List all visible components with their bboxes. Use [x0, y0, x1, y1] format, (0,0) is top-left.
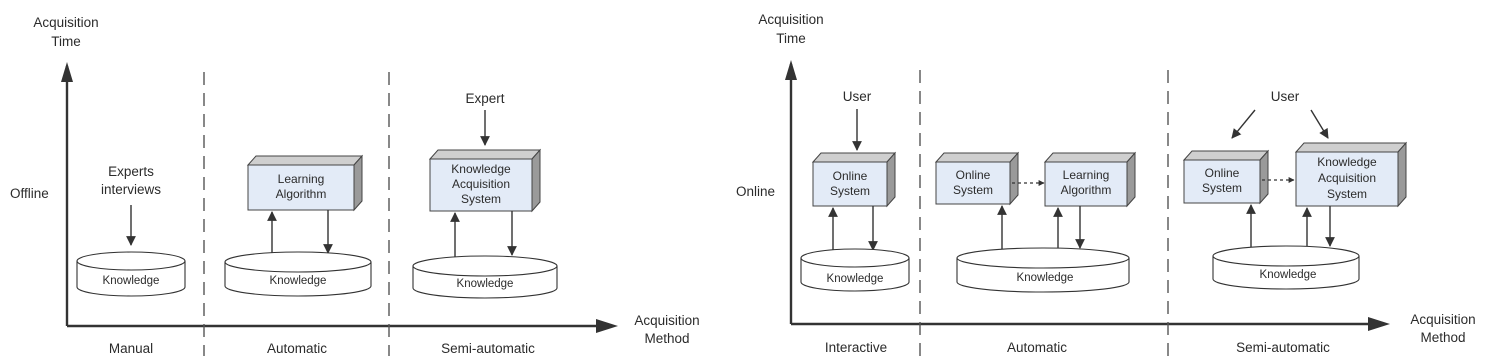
- online-system-label-line1: Online: [1204, 166, 1240, 180]
- left-row-label: Offline: [10, 186, 49, 201]
- learning-algorithm-label-line2: Algorithm: [1060, 183, 1112, 197]
- left-x-axis-label-line2: Method: [644, 331, 690, 346]
- experts-label-line1: Experts: [108, 164, 154, 179]
- online-system-label-line1: Online: [832, 169, 868, 183]
- kas-label-line2: Acquisition: [451, 177, 511, 191]
- knowledge-store-label: Knowledge: [1016, 272, 1074, 284]
- learning-algorithm-box: [248, 156, 362, 210]
- left-panel: [10, 15, 700, 356]
- kas-label-line2: Acquisition: [1317, 171, 1377, 185]
- knowledge-store-label: Knowledge: [102, 275, 160, 287]
- user-to-online-system-arrow: [1232, 110, 1255, 138]
- learning-algorithm-label-line1: Learning: [277, 172, 325, 186]
- left-column-manual: Manual: [108, 341, 154, 356]
- right-x-axis-arrowhead: [1368, 317, 1390, 331]
- knowledge-acquisition-system-box: [430, 150, 540, 211]
- knowledge-store-label: Knowledge: [1259, 269, 1317, 281]
- knowledge-store-label: Knowledge: [826, 273, 884, 285]
- right-column-automatic: Automatic: [1006, 340, 1068, 355]
- kas-label-line3: System: [1326, 187, 1368, 201]
- right-column-interactive: Interactive: [824, 340, 888, 355]
- online-system-box: [936, 153, 1018, 204]
- learning-algorithm-box: [1045, 153, 1135, 206]
- online-system-label-line2: System: [952, 183, 994, 197]
- left-y-axis-arrowhead: [61, 62, 73, 82]
- knowledge-store: [77, 252, 185, 296]
- left-x-axis-label-line1: Acquisition: [634, 313, 700, 328]
- user-label: User: [1270, 89, 1300, 104]
- knowledge-store-label: Knowledge: [269, 275, 327, 287]
- left-y-axis-label-line2: Time: [51, 34, 81, 49]
- learning-algorithm-label-line1: Learning: [1062, 168, 1110, 182]
- right-x-axis-label-line1: Acquisition: [1410, 312, 1476, 327]
- right-y-axis-label-line1: Acquisition: [758, 12, 824, 27]
- right-y-axis-label-line2: Time: [776, 31, 806, 46]
- right-x-axis-label-line2: Method: [1420, 330, 1466, 345]
- knowledge-store: [957, 248, 1129, 292]
- knowledge-store: [1213, 246, 1359, 289]
- knowledge-store: [801, 249, 909, 291]
- online-system-label-line2: System: [829, 184, 871, 198]
- online-system-box: [813, 153, 895, 206]
- online-system-label-line2: System: [1201, 181, 1243, 195]
- knowledge-store-label: Knowledge: [456, 278, 514, 290]
- learning-algorithm-label-line2: Algorithm: [275, 187, 327, 201]
- user-label: User: [842, 89, 872, 104]
- right-row-label: Online: [736, 184, 776, 199]
- knowledge-acquisition-system-box: [1296, 143, 1406, 206]
- knowledge-store: [413, 256, 557, 298]
- online-system-label-line1: Online: [955, 168, 991, 182]
- right-y-axis-arrowhead: [785, 60, 797, 80]
- left-column-automatic: Automatic: [266, 341, 328, 356]
- online-system-box: [1184, 151, 1268, 203]
- right-column-semi-automatic: Semi-automatic: [1236, 340, 1330, 355]
- experts-label-line2: interviews: [100, 182, 162, 197]
- expert-label: Expert: [465, 91, 505, 106]
- kas-label-line1: Knowledge: [1317, 155, 1377, 169]
- left-y-axis-label-line1: Acquisition: [33, 15, 99, 30]
- left-column-semi-automatic: Semi-automatic: [441, 341, 535, 356]
- knowledge-store: [225, 252, 371, 296]
- user-to-kas-arrow: [1311, 110, 1328, 138]
- kas-label-line3: System: [460, 192, 502, 206]
- kas-label-line1: Knowledge: [451, 162, 511, 176]
- right-panel: [736, 12, 1476, 356]
- left-x-axis-arrowhead: [596, 319, 618, 333]
